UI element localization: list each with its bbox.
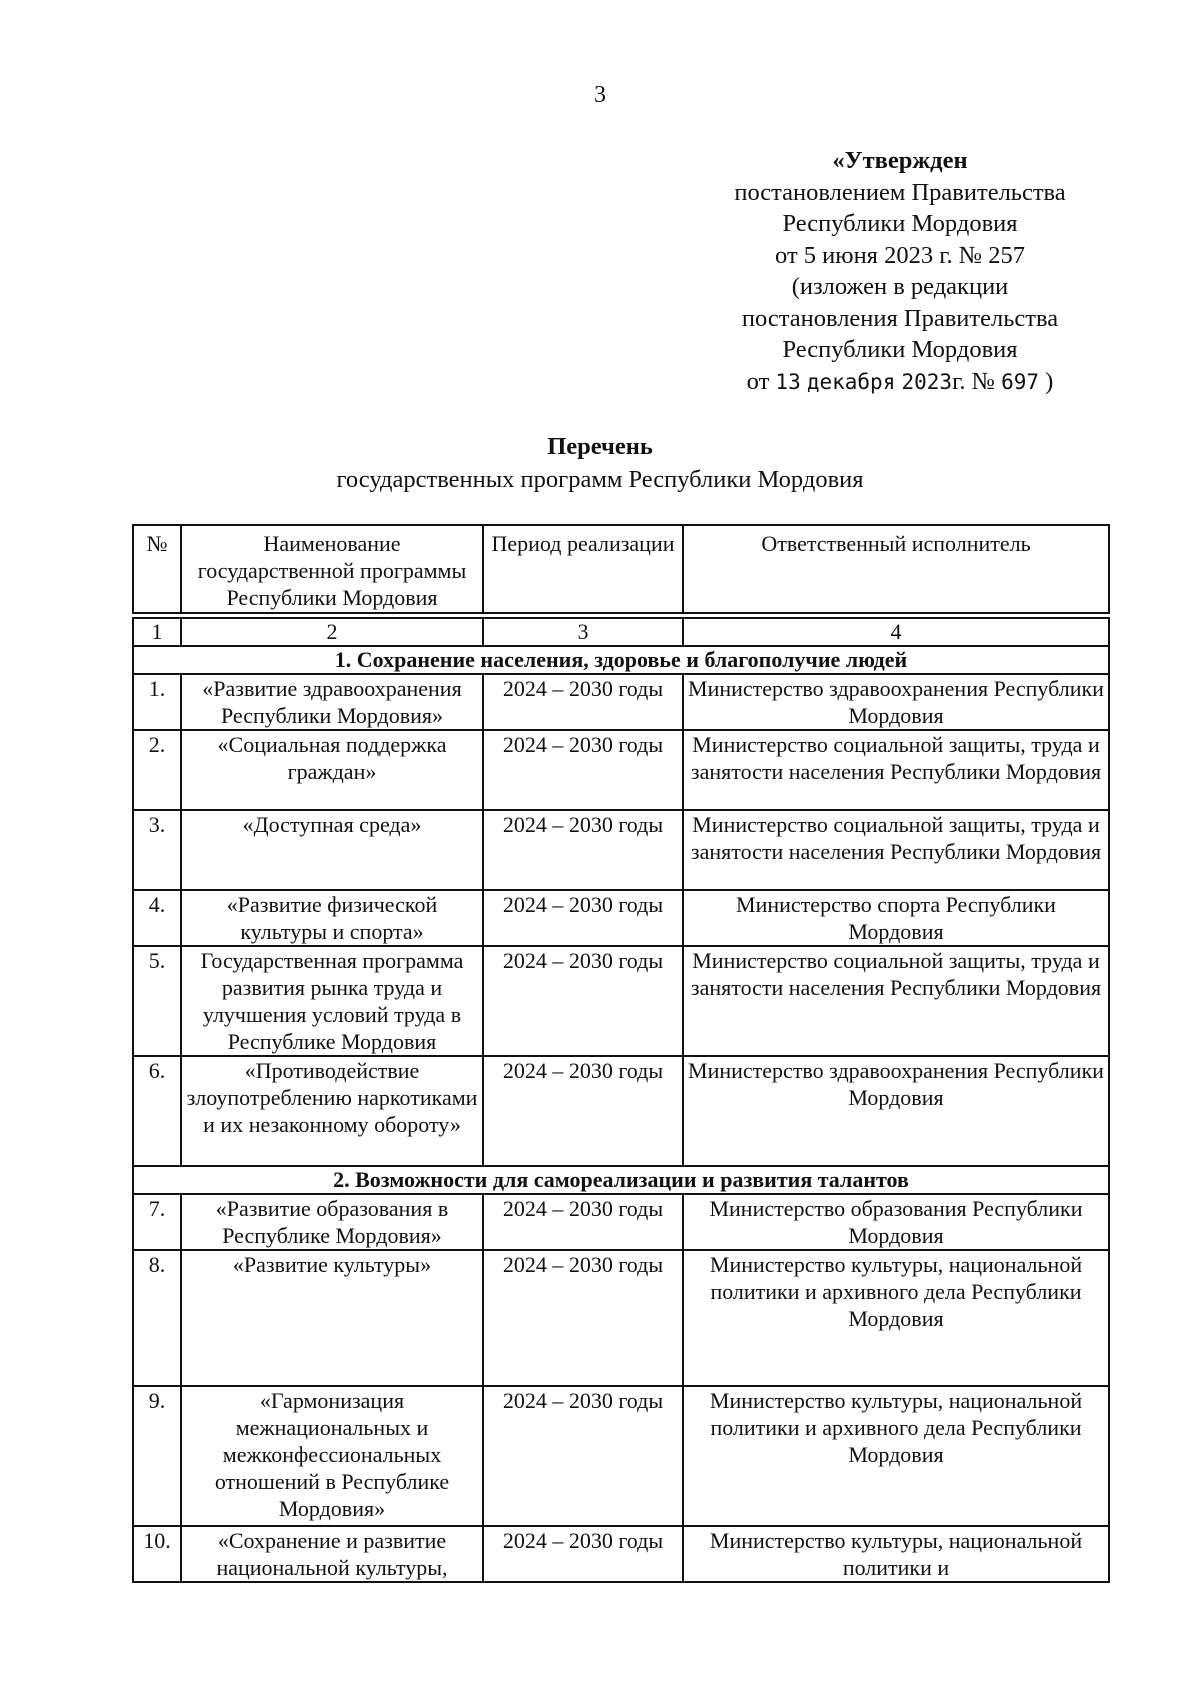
filled-year: 2023 bbox=[901, 369, 953, 394]
header-name: Наименование государственной программы Республики Мордовия bbox=[181, 525, 483, 613]
approval-heading: «Утвержден bbox=[832, 147, 968, 174]
row-name: Государственная программа развития рынка труда и улучшения условий труда в Республике Мордовия bbox=[181, 946, 483, 1056]
row-period: 2024 – 2030 годы bbox=[483, 1250, 683, 1386]
column-index: 2 bbox=[181, 618, 483, 646]
table-row bbox=[133, 1526, 1109, 1582]
filled-number: 697 bbox=[1001, 369, 1040, 394]
row-num: 1. bbox=[133, 674, 181, 730]
section-title: 2. Возможности для самореализации и развития талантов bbox=[133, 1166, 1109, 1194]
approval-line: (изложен в редакции bbox=[791, 273, 1009, 300]
table-row bbox=[133, 890, 1109, 946]
column-index: 4 bbox=[683, 618, 1109, 646]
approval-date-line bbox=[690, 366, 1110, 399]
row-name: «Сохранение и развитие национальной культуры, bbox=[181, 1526, 483, 1582]
header-num: № bbox=[133, 525, 181, 613]
approval-block bbox=[690, 145, 1110, 398]
header-row bbox=[133, 525, 1109, 613]
row-num: 6. bbox=[133, 1056, 181, 1166]
row-period: 2024 – 2030 годы bbox=[483, 674, 683, 730]
document-title bbox=[0, 430, 1200, 496]
row-executor: Министерство культуры, национальной политики и архивного дела Республики Мордовия bbox=[683, 1250, 1109, 1386]
row-period: 2024 – 2030 годы bbox=[483, 730, 683, 810]
row-num: 8. bbox=[133, 1250, 181, 1386]
table-row bbox=[133, 1386, 1109, 1526]
row-num: 10. bbox=[133, 1526, 181, 1582]
row-name: «Развитие физической культуры и спорта» bbox=[181, 890, 483, 946]
row-name: «Развитие культуры» bbox=[181, 1250, 483, 1386]
approval-line: Республики Мордовия bbox=[782, 336, 1018, 363]
page-number: 3 bbox=[594, 82, 606, 108]
title-subtitle: государственных программ Республики Мордовия bbox=[336, 466, 864, 493]
row-period: 2024 – 2030 годы bbox=[483, 890, 683, 946]
row-period: 2024 – 2030 годы bbox=[483, 810, 683, 890]
column-index: 1 bbox=[133, 618, 181, 646]
row-name: «Доступная среда» bbox=[181, 810, 483, 890]
table-row bbox=[133, 674, 1109, 730]
approval-line: от 5 июня 2023 г. № 257 bbox=[775, 241, 1025, 269]
row-num: 4. bbox=[133, 890, 181, 946]
section-row bbox=[133, 646, 1109, 674]
section-title: 1. Сохранение населения, здоровье и благополучие людей bbox=[133, 646, 1109, 674]
row-executor: Министерство культуры, национальной политики и архивного дела Республики Мордовия bbox=[683, 1386, 1109, 1526]
row-name: «Противодействие злоупотреблению наркотиками и их незаконному обороту» bbox=[181, 1056, 483, 1166]
title-heading: Перечень bbox=[547, 433, 653, 460]
approval-line: постановления Правительства bbox=[741, 304, 1059, 332]
section-row bbox=[133, 1166, 1109, 1194]
row-num: 9. bbox=[133, 1386, 181, 1526]
row-executor: Министерство социальной защиты, труда и занятости населения Республики Мордовия bbox=[683, 810, 1109, 890]
column-index: 3 bbox=[483, 618, 683, 646]
row-name: «Развитие образования в Республике Мордовия» bbox=[181, 1194, 483, 1250]
approval-line: постановлением Правительства bbox=[734, 178, 1066, 206]
table-row bbox=[133, 730, 1109, 810]
date-prefix: от bbox=[746, 367, 770, 395]
header-executor: Ответственный исполнитель bbox=[683, 525, 1109, 613]
row-executor: Министерство здравоохранения Республики Мордовия bbox=[683, 1056, 1109, 1166]
filled-day: 13 bbox=[775, 369, 801, 394]
row-period: 2024 – 2030 годы bbox=[483, 946, 683, 1056]
row-num: 3. bbox=[133, 810, 181, 890]
row-period: 2024 – 2030 годы bbox=[483, 1386, 683, 1526]
row-num: 5. bbox=[133, 946, 181, 1056]
row-executor: Министерство социальной защиты, труда и занятости населения Республики Мордовия bbox=[683, 730, 1109, 810]
row-executor: Министерство социальной защиты, труда и занятости населения Республики Мордовия bbox=[683, 946, 1109, 1056]
year-suffix: г. № bbox=[952, 367, 995, 395]
programs-table bbox=[132, 617, 1110, 1583]
row-executor: Министерство культуры, национальной политики и bbox=[683, 1526, 1109, 1582]
row-executor: Министерство образования Республики Мордовия bbox=[683, 1194, 1109, 1250]
column-index-row bbox=[133, 618, 1109, 646]
filled-month: декабря bbox=[806, 369, 896, 394]
table-row bbox=[133, 946, 1109, 1056]
row-num: 2. bbox=[133, 730, 181, 810]
header-period: Период реализации bbox=[483, 525, 683, 613]
row-name: «Развитие здравоохранения Республики Мордовия» bbox=[181, 674, 483, 730]
row-executor: Министерство спорта Республики Мордовия bbox=[683, 890, 1109, 946]
table-row bbox=[133, 810, 1109, 890]
row-num: 7. bbox=[133, 1194, 181, 1250]
date-suffix: ) bbox=[1045, 367, 1054, 395]
row-period: 2024 – 2030 годы bbox=[483, 1056, 683, 1166]
row-period: 2024 – 2030 годы bbox=[483, 1194, 683, 1250]
approval-line: Республики Мордовия bbox=[782, 210, 1018, 237]
row-name: «Гармонизация межнациональных и межконфессиональных отношений в Республике Мордовия» bbox=[181, 1386, 483, 1526]
row-executor: Министерство здравоохранения Республики Мордовия bbox=[683, 674, 1109, 730]
row-period: 2024 – 2030 годы bbox=[483, 1526, 683, 1582]
table-row bbox=[133, 1194, 1109, 1250]
table-row bbox=[133, 1056, 1109, 1166]
table-row bbox=[133, 1250, 1109, 1386]
row-name: «Социальная поддержка граждан» bbox=[181, 730, 483, 810]
header-table bbox=[132, 524, 1110, 614]
